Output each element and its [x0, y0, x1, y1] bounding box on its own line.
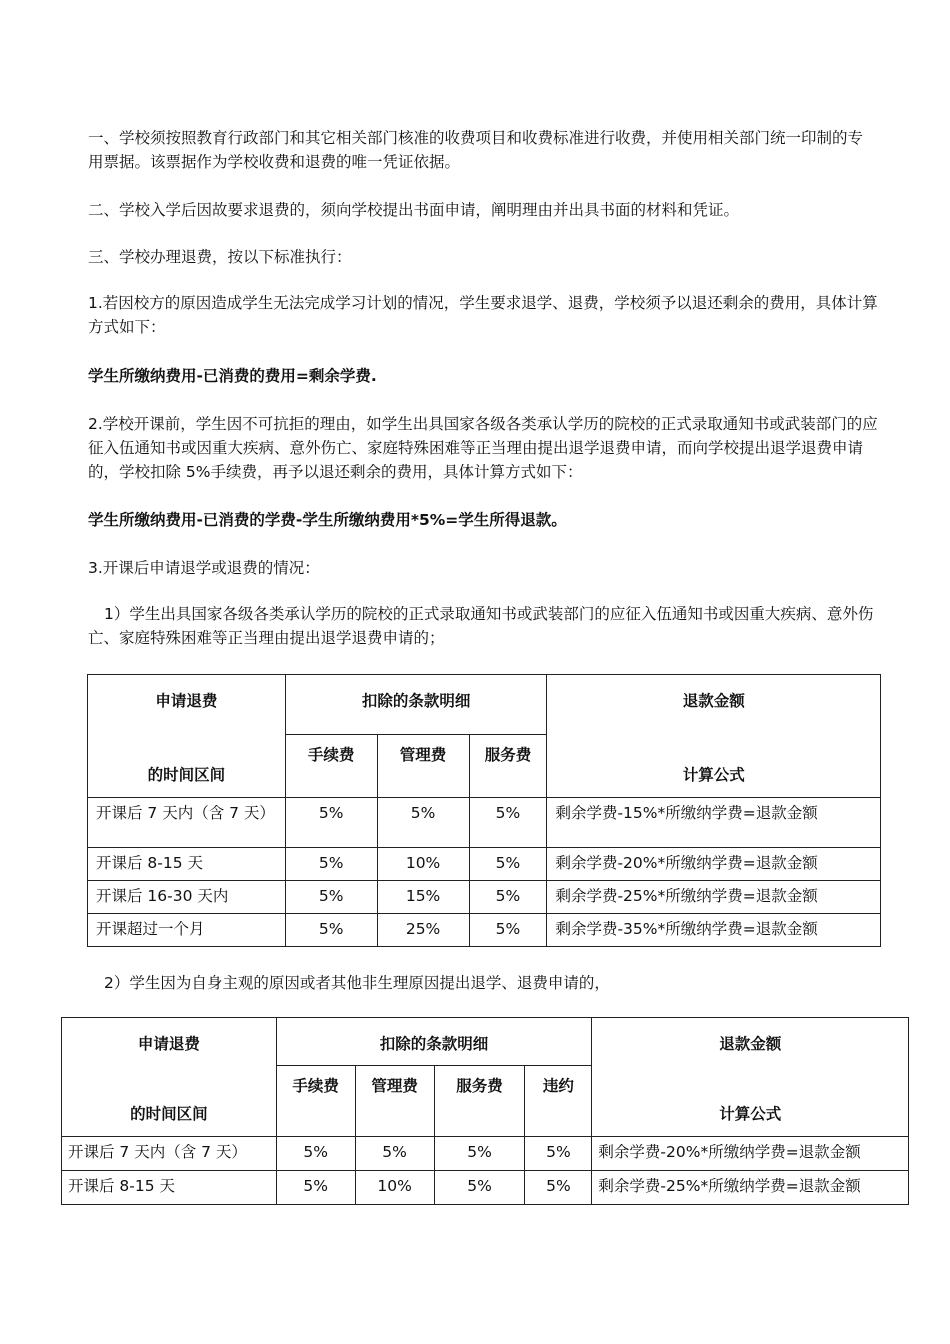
- table2-cell-period: 开课后 8-15 天: [62, 1171, 277, 1205]
- table2-header-period-bottom: 的时间区间: [130, 1105, 208, 1123]
- table2-cell-service: 5%: [434, 1137, 525, 1171]
- table1-cell-formula: 剩余学费-20%*所缴纳学费=退款金额: [547, 848, 881, 881]
- refund-table-1: [87, 674, 881, 947]
- table2-cell-breach: 5%: [525, 1171, 592, 1205]
- table1-cell-service: 5%: [469, 848, 547, 881]
- table2-header-mgmt: 管理费: [355, 1066, 434, 1137]
- table2-cell-service: 5%: [434, 1171, 525, 1205]
- table1-cell-mgmt: 25%: [377, 914, 469, 947]
- table2-header-refund-top: 退款金额: [719, 1035, 782, 1053]
- table-row: [88, 914, 881, 947]
- table2-cell-fee: 5%: [276, 1137, 355, 1171]
- table1-cell-formula: 剩余学费-15%*所缴纳学费=退款金额: [547, 798, 881, 848]
- table2-cell-fee: 5%: [276, 1171, 355, 1205]
- table2-cell-formula: 剩余学费-25%*所缴纳学费=退款金额: [592, 1171, 909, 1205]
- paragraph-8: 3.开课后申请退学或退费的情况：: [88, 559, 320, 577]
- table1-header-period: [88, 675, 286, 798]
- table2-header-period-top: 申请退费: [137, 1035, 200, 1053]
- table-row: [88, 881, 881, 914]
- table1-header-deduct: 扣除的条款明细: [285, 675, 547, 735]
- paragraph-3: 三、学校办理退费，按以下标准执行：: [88, 248, 352, 266]
- formula-2: 学生所缴纳费用-已消费的学费-学生所缴纳费用*5%=学生所得退款。: [88, 511, 567, 529]
- table-row: [88, 848, 881, 881]
- table1-cell-mgmt: 10%: [377, 848, 469, 881]
- table2-header-service: 服务费: [434, 1066, 525, 1137]
- table1-cell-service: 5%: [469, 914, 547, 947]
- table2-cell-formula: 剩余学费-20%*所缴纳学费=退款金额: [592, 1137, 909, 1171]
- table-row: [62, 1137, 909, 1171]
- table1-cell-period: 开课后 7 天内（含 7 天）: [88, 798, 286, 848]
- table1-cell-fee: 5%: [285, 881, 377, 914]
- table1-cell-fee: 5%: [285, 848, 377, 881]
- table-row: [88, 798, 881, 848]
- paragraph-10: 2）学生因为自身主观的原因或者其他非生理原因提出退学、退费申请的，: [104, 974, 610, 992]
- table2-header-refund-bottom: 计算公式: [719, 1105, 782, 1123]
- table1-cell-fee: 5%: [285, 914, 377, 947]
- paragraph-1: 一、学校须按照教育行政部门和其它相关部门核准的收费项目和收费标准进行收费，并使用相关部门统一印制的专用票据。该票据作为学校收费和退费的唯一凭证依据。: [88, 129, 864, 171]
- table2-cell-mgmt: 5%: [355, 1137, 434, 1171]
- table1-header-refund: [547, 675, 881, 798]
- table1-header-mgmt: 管理费: [377, 735, 469, 798]
- table1-cell-period: 开课后 8-15 天: [88, 848, 286, 881]
- table2-header-refund: [592, 1018, 909, 1137]
- table1-header-period-bottom: 的时间区间: [147, 766, 226, 784]
- table2-cell-mgmt: 10%: [355, 1171, 434, 1205]
- table1-cell-formula: 剩余学费-35%*所缴纳学费=退款金额: [547, 914, 881, 947]
- table2-cell-breach: 5%: [525, 1137, 592, 1171]
- table1-cell-period: 开课超过一个月: [88, 914, 286, 947]
- table1-cell-service: 5%: [469, 798, 547, 848]
- table1-cell-period: 开课后 16-30 天内: [88, 881, 286, 914]
- table-row: [62, 1171, 909, 1205]
- paragraph-4: 1.若因校方的原因造成学生无法完成学习计划的情况，学生要求退学、退费，学校须予以退还剩余的费用，具体计算方式如下：: [88, 294, 878, 336]
- table2-cell-period: 开课后 7 天内（含 7 天）: [62, 1137, 277, 1171]
- table2-header-fee: 手续费: [276, 1066, 355, 1137]
- table1-cell-service: 5%: [469, 881, 547, 914]
- table1-header-service: 服务费: [469, 735, 547, 798]
- table1-cell-mgmt: 5%: [377, 798, 469, 848]
- table2-header-breach: 违约: [525, 1066, 592, 1137]
- paragraph-9: 1）学生出具国家各级各类承认学历的院校的正式录取通知书或武装部门的应征入伍通知书或因重大疾病、意外伤亡、家庭特殊困难等正当理由提出退学退费申请的；: [88, 605, 874, 647]
- table1-header-period-top: 申请退费: [155, 692, 218, 710]
- formula-1: 学生所缴纳费用-已消费的费用=剩余学费.: [88, 367, 377, 385]
- table1-cell-mgmt: 15%: [377, 881, 469, 914]
- paragraph-6: 2.学校开课前，学生因不可抗拒的理由，如学生出具国家各级各类承认学历的院校的正式录取通知书或武装部门的应征入伍通知书或因重大疾病、意外伤亡、家庭特殊困难等正当理由提出退学退费申请，而向学校提出退学退费申请的，学校扣除 5%手续费，再予以退还剩余的费用，具体计算方式如下：: [88, 415, 878, 481]
- table1-cell-formula: 剩余学费-25%*所缴纳学费=退款金额: [547, 881, 881, 914]
- table2-header-period: [62, 1018, 277, 1137]
- table1-header-refund-top: 退款金额: [682, 692, 745, 710]
- paragraph-2: 二、学校入学后因故要求退费的，须向学校提出书面申请，阐明理由并出具书面的材料和凭证。: [88, 201, 740, 219]
- table1-cell-fee: 5%: [285, 798, 377, 848]
- table2-header-deduct: 扣除的条款明细: [276, 1018, 592, 1066]
- table1-header-fee: 手续费: [285, 735, 377, 798]
- refund-table-2: [61, 1017, 909, 1205]
- table1-header-refund-bottom: 计算公式: [682, 766, 745, 784]
